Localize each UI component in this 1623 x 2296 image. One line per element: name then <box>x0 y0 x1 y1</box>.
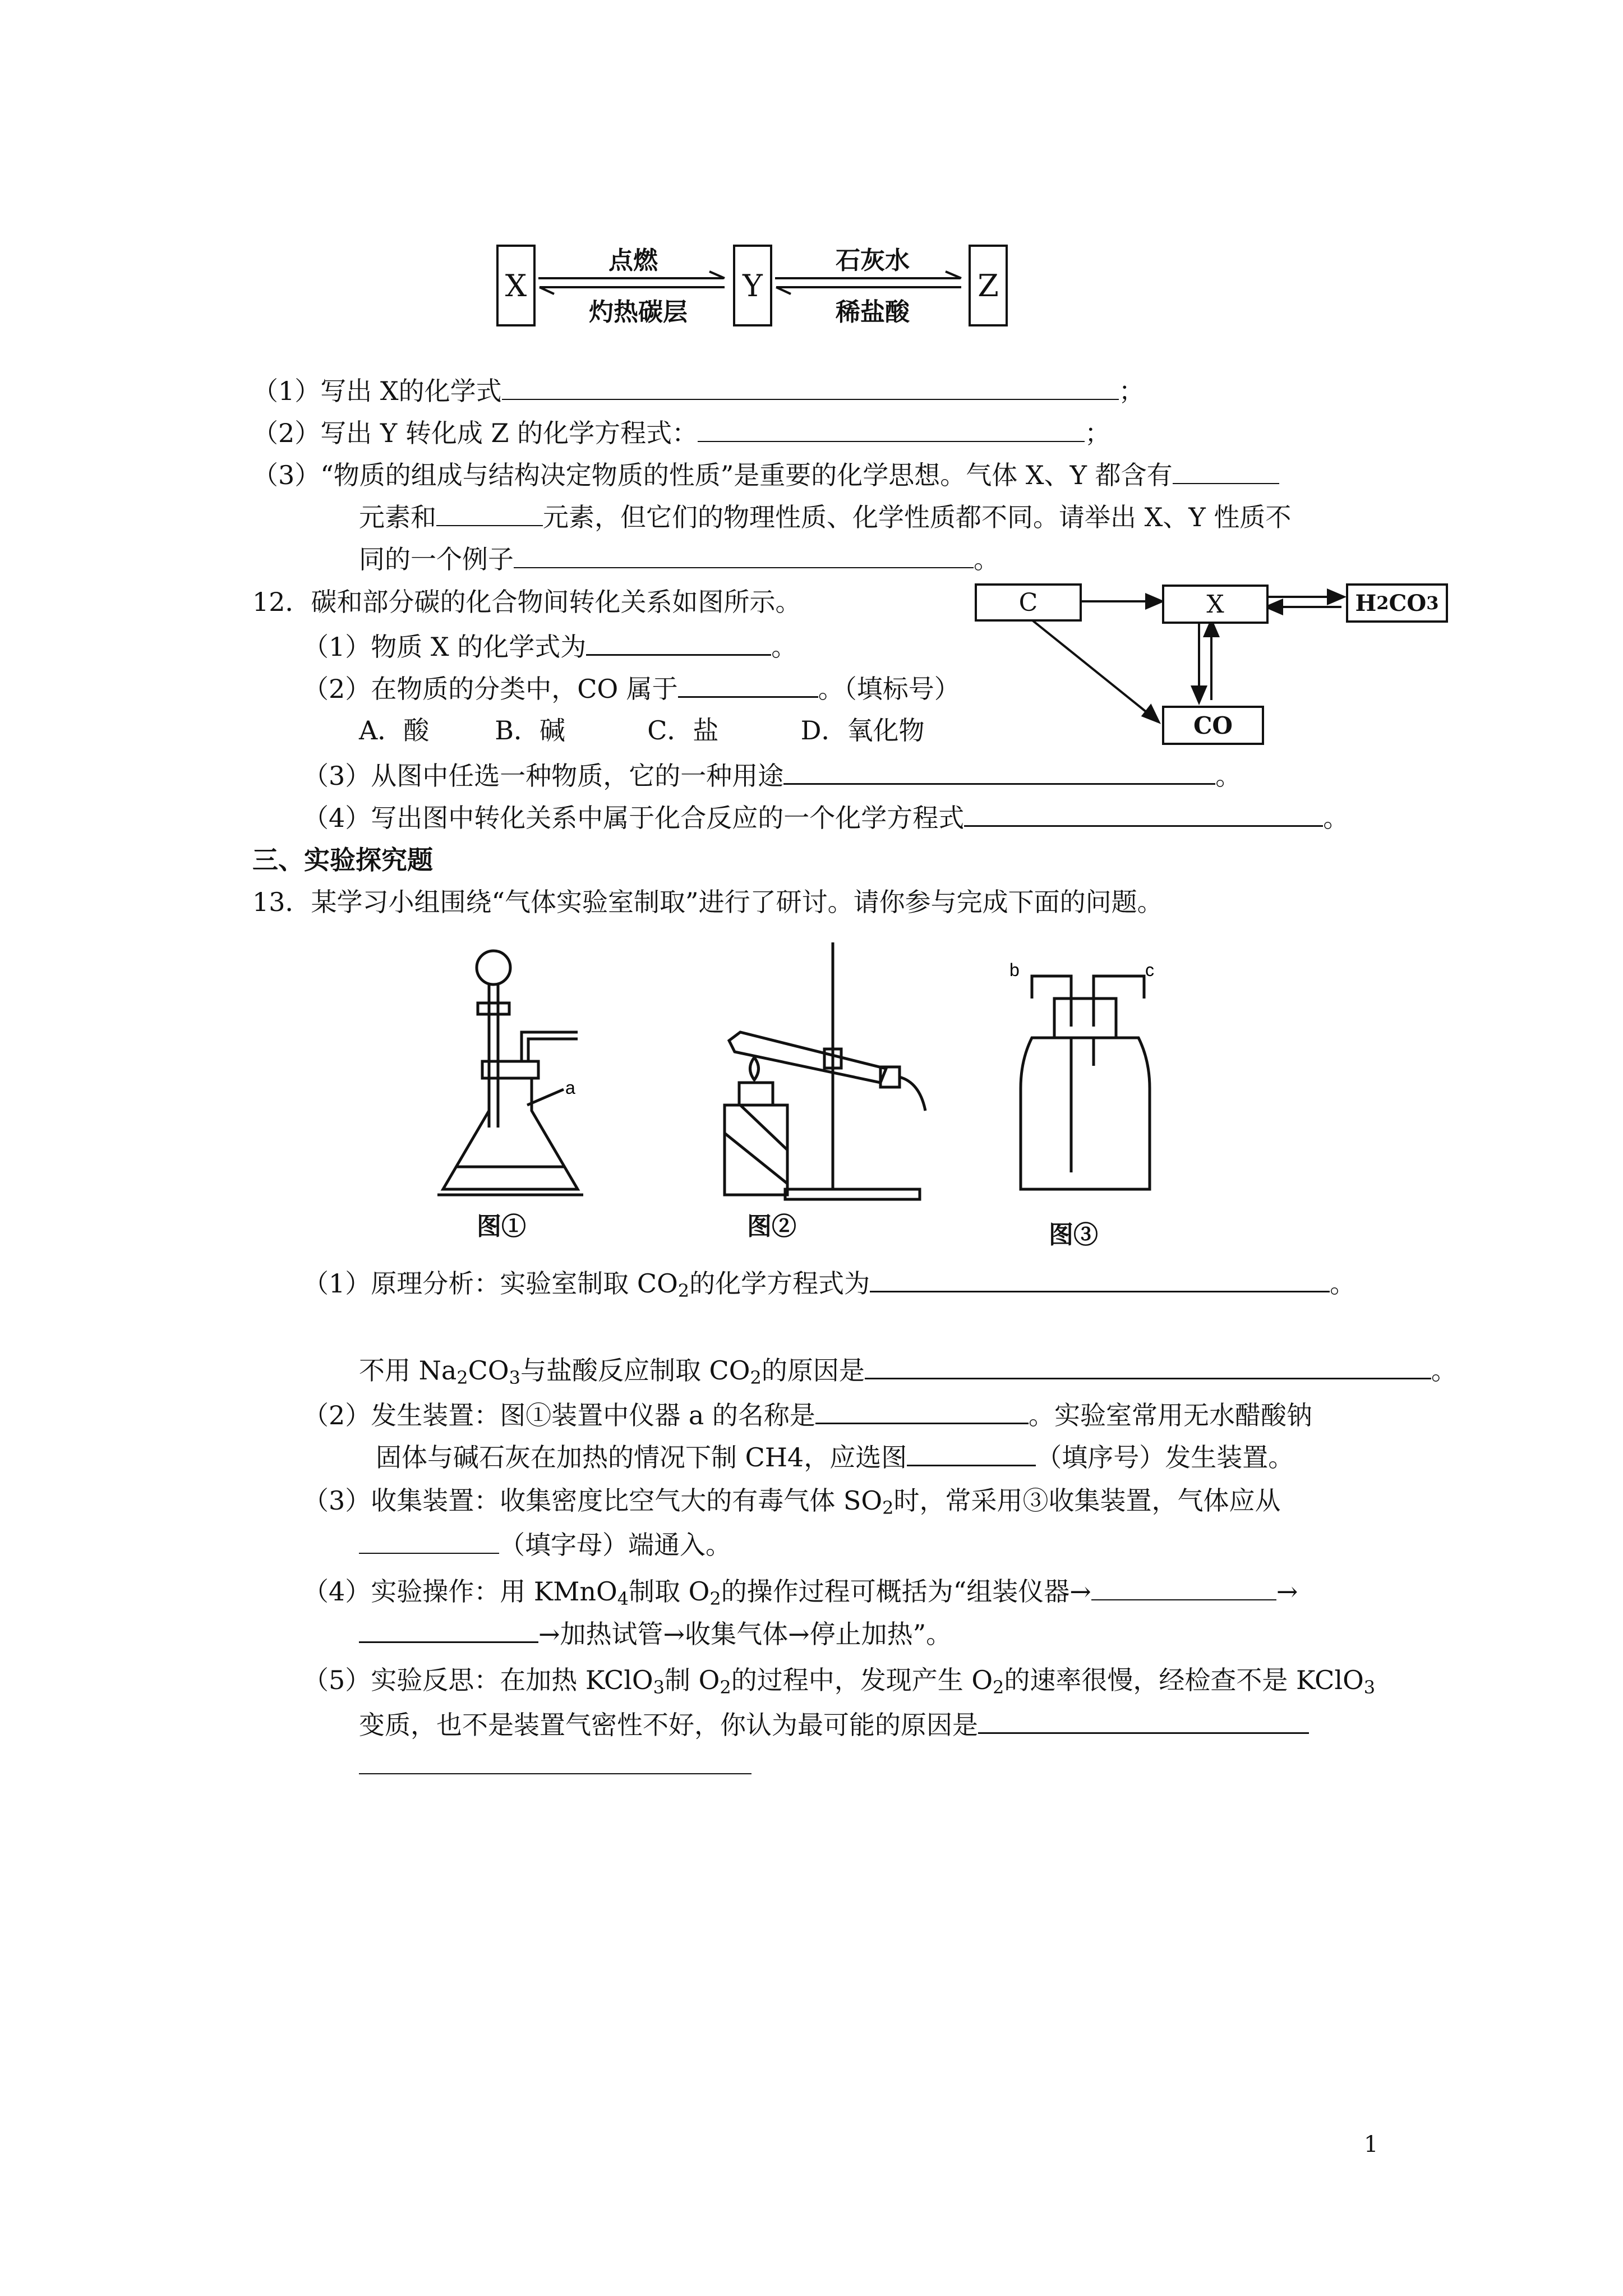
q11-part1: （1）写出 X的化学式 ； <box>252 373 1145 408</box>
arrowhead-c-to-co <box>1143 706 1159 722</box>
diagram-yz-top-label: 石灰水 <box>836 246 910 275</box>
h2co3-h: H <box>1355 590 1377 616</box>
label-c: c <box>1145 960 1154 980</box>
label-a: a <box>565 1078 575 1098</box>
q13-p1-blank2[interactable] <box>865 1352 1431 1379</box>
iron-stand-base <box>785 1189 920 1199</box>
delivery-tube <box>522 1032 578 1061</box>
q13-part4a: （4）实验操作：用 KMnO$_4$制取 $O_2$的操作过程可概括为“组装仪器→ → <box>303 1573 1298 1616</box>
q12-x-label: X <box>1206 590 1224 619</box>
q12-co-label: CO <box>1193 711 1233 739</box>
q12-box-x <box>1162 585 1269 624</box>
q12-box-co <box>1162 706 1264 745</box>
q13-part5a: （5）实验反思：在加热 KClO$_3$制 $O_2$的过程中，发现产生 $O_2$的速率很慢，经检查不是 KClO$_3$ <box>303 1665 1376 1698</box>
bottle-stopper <box>1054 999 1116 1038</box>
arrow-c-to-co <box>1030 618 1155 719</box>
q13-part5b: 变质，也不是装置气密性不好，你认为最可能的原因是 <box>359 1706 1309 1742</box>
q11-part3a: （3）“物质的组成与结构决定物质的性质”是重要的化学思想。气体 X、Y 都含有 <box>252 457 1279 492</box>
q13-p3-blank[interactable] <box>359 1527 499 1554</box>
q12-part3: （3）从图中任选一种物质，它的一种用途 。 <box>303 757 1241 793</box>
diagram-z-label: Z <box>978 268 999 303</box>
q13-part2b: 固体与碱石灰在加热的情况下制 CH4，应选图 （填序号）发生装置。 <box>376 1439 1294 1474</box>
section3-title: 三、实验探究题 <box>252 845 433 875</box>
diagram-y-label: Y <box>743 268 763 303</box>
diagram-x-label: X <box>505 268 527 303</box>
delivery-tube-inner <box>528 1039 578 1061</box>
q13-stem: 13．某学习小组围绕“气体实验室制取”进行了研讨。请你参与完成下面的问题。 <box>252 887 1163 917</box>
arrowhead-c-to-x <box>1146 595 1162 608</box>
fig1-caption: 图① <box>477 1212 526 1241</box>
arrowhead-x-to-co <box>1192 687 1206 702</box>
arrowhead-h2co3-to-x <box>1266 600 1282 614</box>
apparatus-figure-3 <box>998 948 1200 1240</box>
fig3-caption: 图③ <box>1049 1221 1098 1249</box>
h2co3-sub3: 3 <box>1426 592 1439 614</box>
q13-p4-blank1[interactable] <box>1091 1573 1276 1600</box>
q13-part2a: （2）发生装置：图①装置中仪器 a 的名称是 。实验室常用无水醋酸钠 <box>303 1397 1312 1432</box>
funnel-stopcock <box>478 1003 509 1014</box>
diagram-xy-bottom-label: 灼热碳层 <box>589 298 688 326</box>
q13-part5c <box>359 1747 751 1782</box>
q13-p2-blank2[interactable] <box>907 1439 1036 1466</box>
apparatus-figure-2 <box>712 942 948 1234</box>
q13-p5-blank1[interactable] <box>978 1706 1309 1734</box>
label-b: b <box>1009 960 1020 980</box>
q11-part3b: 元素和 元素，但它们的物理性质、化学性质都不同。请举出 X、Y 性质不 <box>359 499 1291 534</box>
fig2-caption: 图② <box>747 1212 796 1241</box>
q13-part3b: （填字母）端通入。 <box>359 1527 731 1562</box>
q11-part3c: 同的一个例子 。 <box>359 541 999 576</box>
q13-p2-blank1[interactable] <box>815 1397 1029 1424</box>
q12-part2: （2）在物质的分类中，CO 属于 。（填标号） <box>303 670 960 706</box>
q13-part4b: →加热试管→收集气体→停止加热”。 <box>359 1616 952 1651</box>
q13-part1a: （1）原理分析：实验室制取 $CO_2$的化学方程式为 。 <box>303 1265 1355 1308</box>
flask-stopper <box>482 1061 538 1078</box>
tube-c <box>1094 976 1144 1027</box>
q12-p4-blank[interactable] <box>964 799 1323 827</box>
flame <box>750 1057 759 1080</box>
funnel-bulb <box>477 951 510 984</box>
q12-stem: 12．碳和部分碳的化合物间转化关系如图所示。 <box>252 587 801 617</box>
page-number: 1 <box>1364 2132 1378 2157</box>
diagram-yz-bottom-label: 稀盐酸 <box>836 298 910 326</box>
q12-box-c <box>975 583 1082 622</box>
q12-diagram-arrows <box>0 0 1623 785</box>
h2co3-co: CO <box>1389 590 1427 616</box>
apparatus-figure-1 <box>437 942 673 1234</box>
q12-box-h2co3 <box>1346 583 1448 623</box>
arrowhead-x-to-h2co3 <box>1328 590 1344 604</box>
q13-part3a: （3）收集装置：收集密度比空气大的有毒气体 $SO_2$时，常采用③收集装置，气体应从 <box>303 1485 1281 1519</box>
q12-part4: （4）写出图中转化关系中属于化合反应的一个化学方程式 。 <box>303 799 1349 835</box>
q13-p5-blank2[interactable] <box>359 1747 751 1774</box>
lamp-neck <box>739 1083 773 1105</box>
tube-b <box>1032 976 1071 1027</box>
q12-c-label: C <box>1018 588 1038 617</box>
q11-part2: （2）写出 Y 转化成 Z 的化学方程式： ； <box>252 415 1110 450</box>
q12-options: A．酸 B．碱 C．盐 D．氧化物 <box>359 715 925 746</box>
q13-part1b: 不用 $Na_2CO_3$与盐酸反应制取 $CO_2$的原因是 。 <box>359 1352 1457 1395</box>
delivery-tube-2 <box>900 1077 925 1111</box>
diagram-xy-top-label: 点燃 <box>608 246 658 275</box>
q13-p1-blank1[interactable] <box>870 1265 1330 1292</box>
stand-hatch-2 <box>740 1105 787 1150</box>
gas-bottle <box>1021 1038 1150 1189</box>
conical-flask <box>443 1078 578 1189</box>
h2co3-sub2: 2 <box>1376 592 1389 614</box>
q13-p4-blank2[interactable] <box>359 1616 538 1643</box>
q12-part1: （1）物质 X 的化学式为 。 <box>303 628 797 664</box>
